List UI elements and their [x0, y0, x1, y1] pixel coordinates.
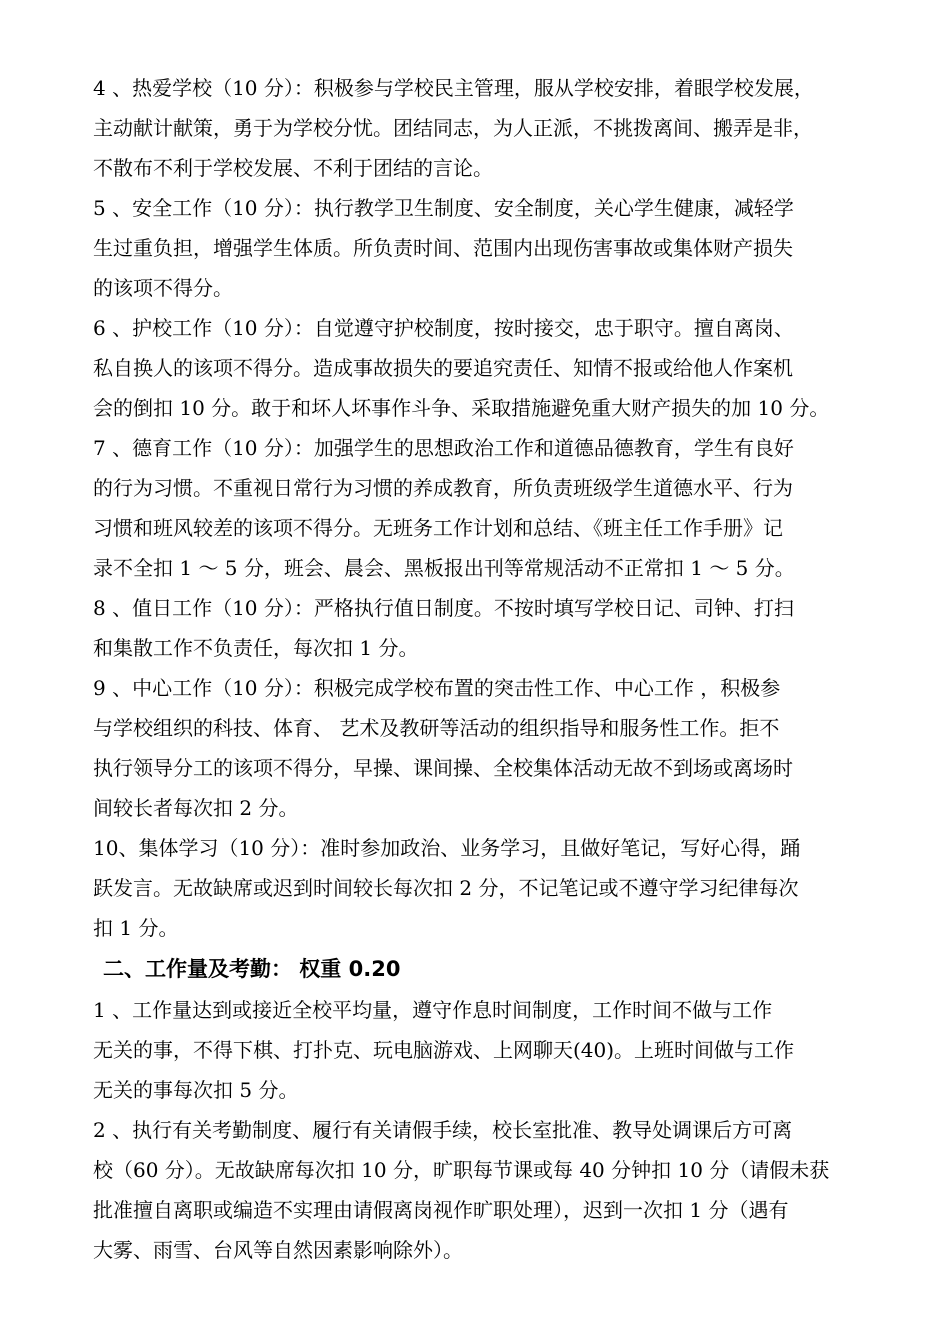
text-line: 主动献计献策，勇于为学校分忧。团结同志，为人正派，不挑拨离间、搬弄是非， — [93, 116, 813, 140]
text-line: 9 、中心工作（10 分）：积极完成学校布置的突击性工作、中心工作 ，积极参 — [93, 676, 781, 700]
text-line: 不散布不利于学校发展、不利于团结的言论。 — [93, 156, 493, 180]
text-line: 4 、热爱学校（10 分）：积极参与学校民主管理，服从学校安排，着眼学校发展， — [93, 76, 814, 100]
text-line: 6 、护校工作（10 分）：自觉遵守护校制度，按时接交，忠于职守。擅自离岗、 — [93, 316, 794, 340]
text-line: 间较长者每次扣 2 分。 — [93, 796, 299, 820]
text-line: 无关的事每次扣 5 分。 — [93, 1078, 299, 1102]
text-line: 与学校组织的科技、体育、 艺术及教研等活动的组织指导和服务性工作。拒不 — [93, 716, 780, 740]
text-line: 的该项不得分。 — [93, 276, 233, 300]
text-line: 8 、值日工作（10 分）：严格执行值日制度。不按时填写学校日记、司钟、打扫 — [93, 596, 794, 620]
item-6-paragraph — [93, 308, 883, 428]
item-10-paragraph — [93, 828, 883, 948]
text-line: 执行领导分工的该项不得分，早操、课间操、全校集体活动无故不到场或离场时 — [93, 756, 793, 780]
text-line: 跃发言。无故缺席或迟到时间较长每次扣 2 分，不记笔记或不遵守学习纪律每次 — [93, 876, 799, 900]
text-line: 10、集体学习（10 分）：准时参加政治、业务学习，且做好笔记，写好心得，踊 — [93, 836, 801, 860]
item-4-paragraph — [93, 68, 883, 188]
text-line: 批准擅自离职或编造不实理由请假离岗视作旷职处理），迟到一次扣 1 分（遇有 — [93, 1198, 789, 1222]
text-line: 校（60 分）。无故缺席每次扣 10 分，旷职每节课或每 40 分钟扣 10 分（请假未获 — [93, 1158, 830, 1182]
text-line: 1 、工作量达到或接近全校平均量，遵守作息时间制度，工作时间不做与工作 — [93, 998, 773, 1022]
text-line: 7 、德育工作（10 分）：加强学生的思想政治工作和道德品德教育，学生有良好 — [93, 436, 794, 460]
text-line: 2 、执行有关考勤制度、履行有关请假手续，校长室批准、教导处调课后方可离 — [93, 1118, 793, 1142]
text-line: 无关的事，不得下棋、打扑克、玩电脑游戏、上网聊天(40)。上班时间做与工作 — [93, 1038, 795, 1062]
item-7-paragraph — [93, 428, 883, 588]
text-line: 的行为习惯。不重视日常行为习惯的养成教育，所负责班级学生道德水平、行为 — [93, 476, 793, 500]
text-line: 和集散工作不负责任，每次扣 1 分。 — [93, 636, 419, 660]
text-line: 生过重负担，增强学生体质。所负责时间、范围内出现伤害事故或集体财产损失 — [93, 236, 793, 260]
section-heading: 二、工作量及考勤： 权重 0.20 — [103, 957, 401, 981]
text-line: 录不全扣 1 ～ 5 分，班会、晨会、黑板报出刊等常规活动不正常扣 1 ～ 5 分。 — [93, 556, 795, 580]
text-line: 大雾、雨雪、台风等自然因素影响除外）。 — [93, 1238, 463, 1262]
workload-1-paragraph — [93, 990, 883, 1110]
text-line: 5 、安全工作（10 分）：执行教学卫生制度、安全制度，关心学生健康，减轻学 — [93, 196, 794, 220]
item-8-paragraph — [93, 588, 883, 668]
text-line: 习惯和班风较差的该项不得分。无班务工作计划和总结、《班主任工作手册》记 — [93, 516, 783, 540]
workload-2-paragraph — [93, 1110, 883, 1270]
text-line: 扣 1 分。 — [93, 916, 179, 940]
item-9-paragraph — [93, 668, 883, 828]
document-page — [93, 68, 883, 1270]
item-5-paragraph — [93, 188, 883, 308]
text-line: 私自换人的该项不得分。造成事故损失的要追究责任、知情不报或给他人作案机 — [93, 356, 793, 380]
text-line: 会的倒扣 10 分。敢于和坏人坏事作斗争、采取措施避免重大财产损失的加 10 分。 — [93, 396, 830, 420]
